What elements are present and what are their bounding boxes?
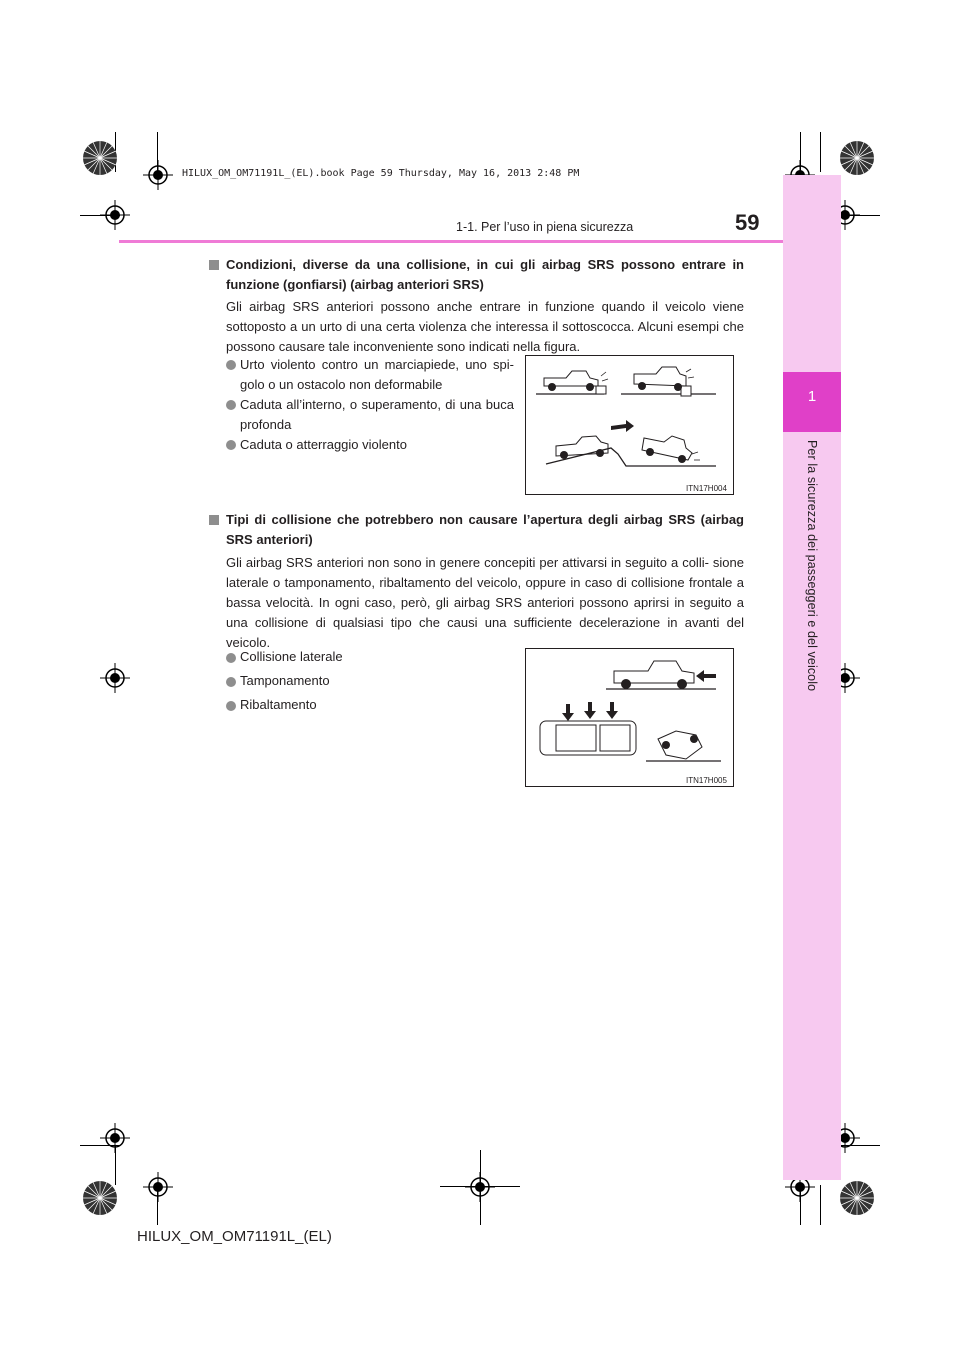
- registration-mark-icon: [80, 1178, 120, 1218]
- registration-mark-icon: [80, 138, 120, 178]
- bullet-item: Tamponamento: [240, 673, 330, 688]
- bullet-icon: [226, 701, 236, 711]
- section-paragraph: Gli airbag SRS anteriori non sono in genere concepiti per attivarsi in seguito a colli- sione laterale o tamponamento, ribaltamento del veicolo, oppure in caso di collisione frontale a bassa velocità. In ogni caso, però, gli airbag SRS anteriori possono aprirsi in seguito a una collisione di qualsiasi tipo che causi una sufficiente decelerazione in avanti del veicolo.: [226, 555, 744, 650]
- bullet-icon: [226, 360, 236, 370]
- section-heading: Condizioni, diverse da una collisione, in cui gli airbag SRS possono entrare in: [226, 257, 744, 272]
- section-paragraph: Gli airbag SRS anteriori possono anche entrare in funzione quando il veicolo viene sottoposto a un urto di una certa violenza che interessa il sottoscocca. Alcuni esempi che possono causare tale inconveniente sono indicati nella figura.: [226, 299, 744, 354]
- section-heading-cont: funzione (gonfiarsi) (airbag anteriori SRS): [226, 277, 484, 292]
- crosshair-target-icon: [100, 200, 130, 230]
- model-code-footer: HILUX_OM_OM71191L_(EL): [137, 1228, 332, 1245]
- bullet-icon: [226, 677, 236, 687]
- crosshair-target-icon: [100, 1123, 130, 1153]
- illustration-figure: [525, 648, 734, 787]
- bullet-icon: [226, 653, 236, 663]
- curb-impact-illustration: [526, 356, 733, 494]
- bullet-icon: [226, 440, 236, 450]
- section-heading-cont: SRS anteriori): [226, 532, 313, 547]
- crosshair-target-icon: [143, 160, 173, 190]
- page-number: 59: [735, 210, 760, 235]
- bullet-item: Caduta o atterraggio violento: [240, 437, 407, 452]
- heading-square-icon: [209, 260, 219, 270]
- bullet-item: Caduta all’interno, o superamento, di una buca profonda: [240, 397, 514, 432]
- bullet-item: Ribaltamento: [240, 697, 317, 712]
- figure-code: ITN17H005: [686, 776, 727, 785]
- chapter-title: Per la sicurezza dei passeggeri e del veicolo: [805, 440, 819, 692]
- collision-types-illustration: [526, 649, 733, 786]
- chapter-number: 1: [807, 388, 817, 405]
- registration-mark-icon: [837, 138, 877, 178]
- bullet-icon: [226, 400, 236, 410]
- crosshair-target-icon: [143, 1172, 173, 1202]
- figure-code: ITN17H004: [686, 484, 727, 493]
- crosshair-target-icon: [100, 663, 130, 693]
- bullet-item: Collisione laterale: [240, 649, 343, 664]
- illustration-figure: [525, 355, 734, 495]
- registration-mark-icon: [837, 1178, 877, 1218]
- section-heading: Tipi di collisione che potrebbero non causare l’apertura degli airbag SRS (airbag: [226, 512, 744, 527]
- book-info-stamp: HILUX_OM_OM71191L_(EL).book Page 59 Thursday, May 16, 2013 2:48 PM: [182, 168, 580, 179]
- bullet-item: Urto violento contro un marciapiede, uno spi- golo o un ostacolo non deformabile: [240, 357, 514, 392]
- heading-square-icon: [209, 515, 219, 525]
- section-title: 1-1. Per l’uso in piena sicurezza: [456, 220, 634, 234]
- header-rule: [119, 240, 783, 243]
